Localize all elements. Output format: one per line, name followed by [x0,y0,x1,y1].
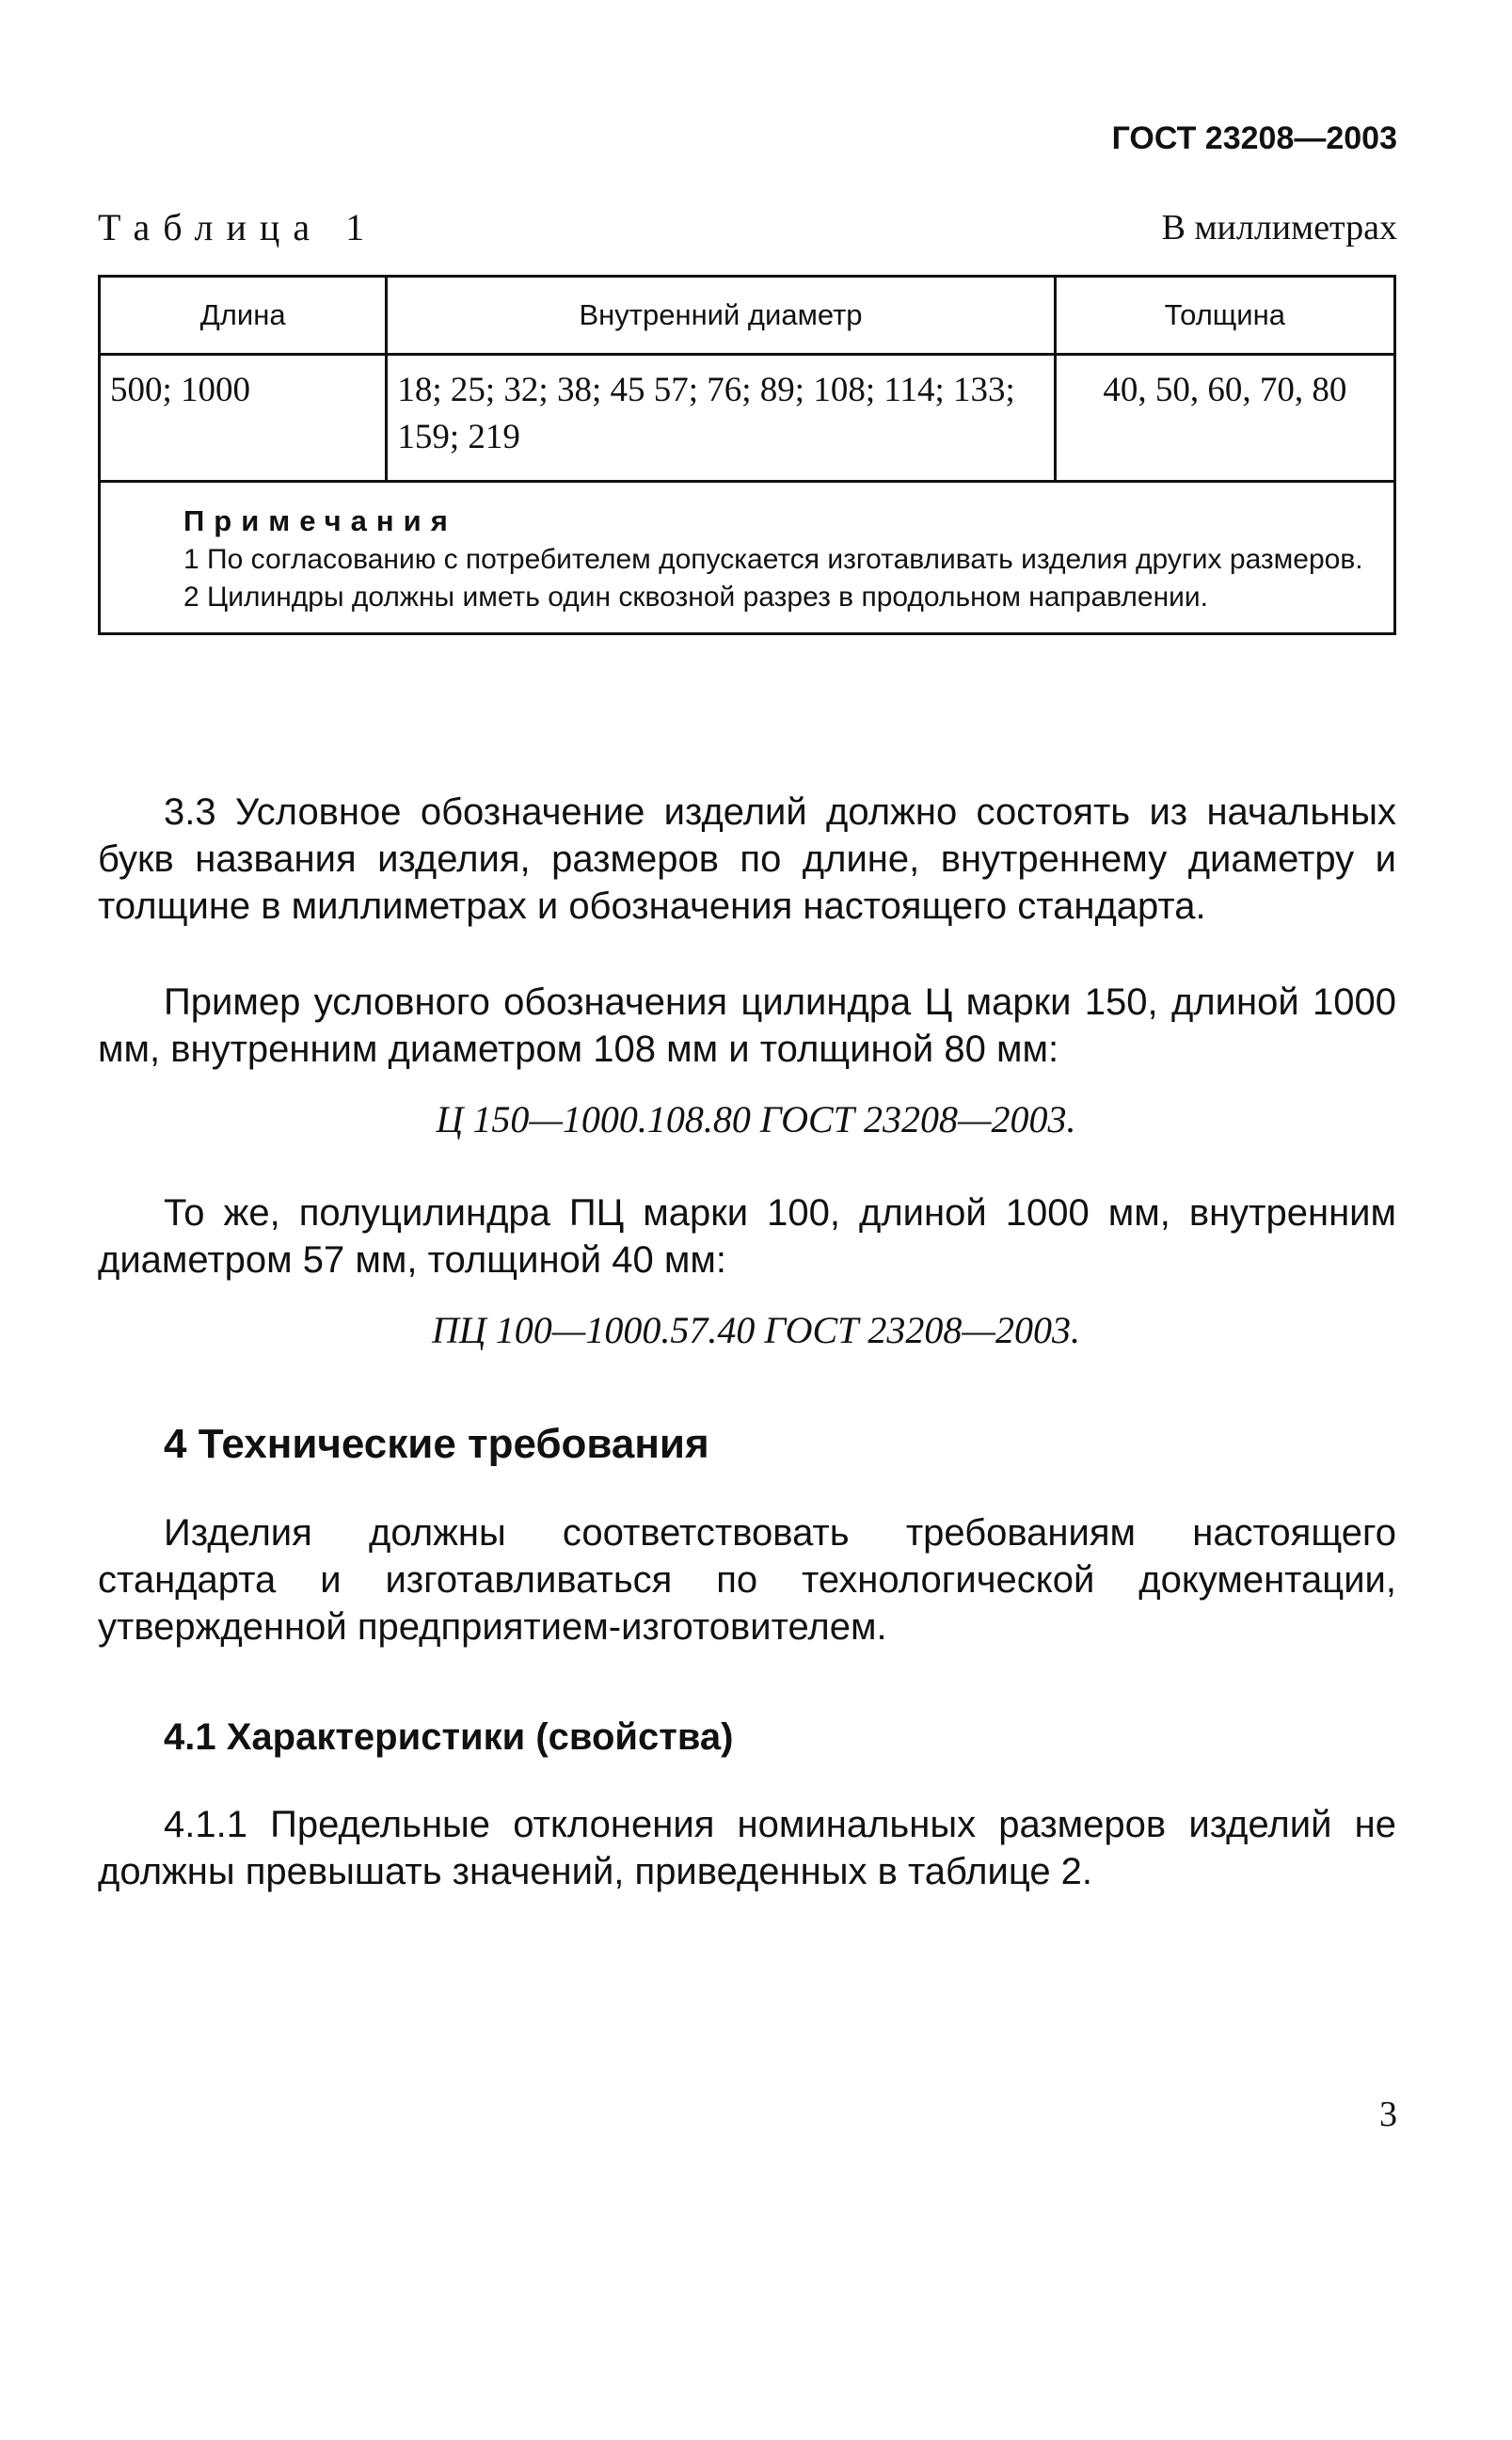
cell-thickness: 40, 50, 60, 70, 80 [1055,355,1394,482]
dimensions-table [98,275,1396,635]
section-4-heading: 4 Технические требования [164,1421,709,1467]
table-row [100,355,1395,482]
note-2: 2 Цилиндры должны иметь один сквозной разрез в продольном направлении. [183,582,1209,614]
paragraph-text: То же, полуцилиндра ПЦ марки 100, длиной 1000 мм, внутренним диаметром 57 мм, толщиной 40 мм: [98,1192,1396,1281]
table-header-row [100,277,1395,355]
notes-title: Примечания [183,504,457,537]
example2-designation: ПЦ 100—1000.57.40 ГОСТ 23208—2003. [432,1309,1080,1351]
section-4-1-heading: 4.1 Характеристики (свойства) [164,1716,734,1758]
example1-designation: Ц 150—1000.108.80 ГОСТ 23208—2003. [436,1098,1076,1140]
example2-intro [98,1189,1396,1284]
section-4-paragraph [98,1509,1396,1651]
paragraph-text: Пример условного обозначения цилиндра Ц марки 150, длиной 1000 мм, внутренним диаметром 108 мм и толщиной 80 мм: [98,981,1396,1070]
paragraph-text: 3.3 Условное обозначение изделий должно состоять из начальных букв названия изделия, размеров по длине, внутреннему диаметру и толщине в миллиметрах и обозначения настоящего стандарта. [98,791,1396,927]
paragraph-text: Изделия должны соответствовать требованиям настоящего стандарта и изготавливаться по технологической документации, утвержденной предприятием-изготовителем. [98,1512,1396,1648]
column-header-thickness: Толщина [1055,277,1394,355]
page-number: 3 [1379,2095,1397,2134]
column-header-length: Длина [100,277,387,355]
section-4-1-1-paragraph [98,1801,1396,1895]
table-title: Таблица 1 [98,206,378,248]
table-notes [100,482,1395,634]
column-header-inner-diameter: Внутренний диаметр [387,277,1055,355]
cell-length: 500; 1000 [100,355,387,482]
paragraph-text: 4.1.1 Предельные отклонения номинальных размеров изделий не должны превышать значений, приведенных в таблице 2. [98,1804,1396,1892]
table-units: В миллиметрах [1161,208,1397,247]
table-notes-row [100,482,1395,634]
standard-code: ГОСТ 23208—2003 [1111,120,1397,156]
cell-inner-diameter: 18; 25; 32; 38; 45 57; 76; 89; 108; 114; 133; 159; 219 [387,355,1055,482]
section-3-3-paragraph [98,789,1396,930]
example1-intro [98,979,1396,1073]
note-1: 1 По согласованию с потребителем допускается изготавливать изделия других размеров. [183,543,1363,575]
